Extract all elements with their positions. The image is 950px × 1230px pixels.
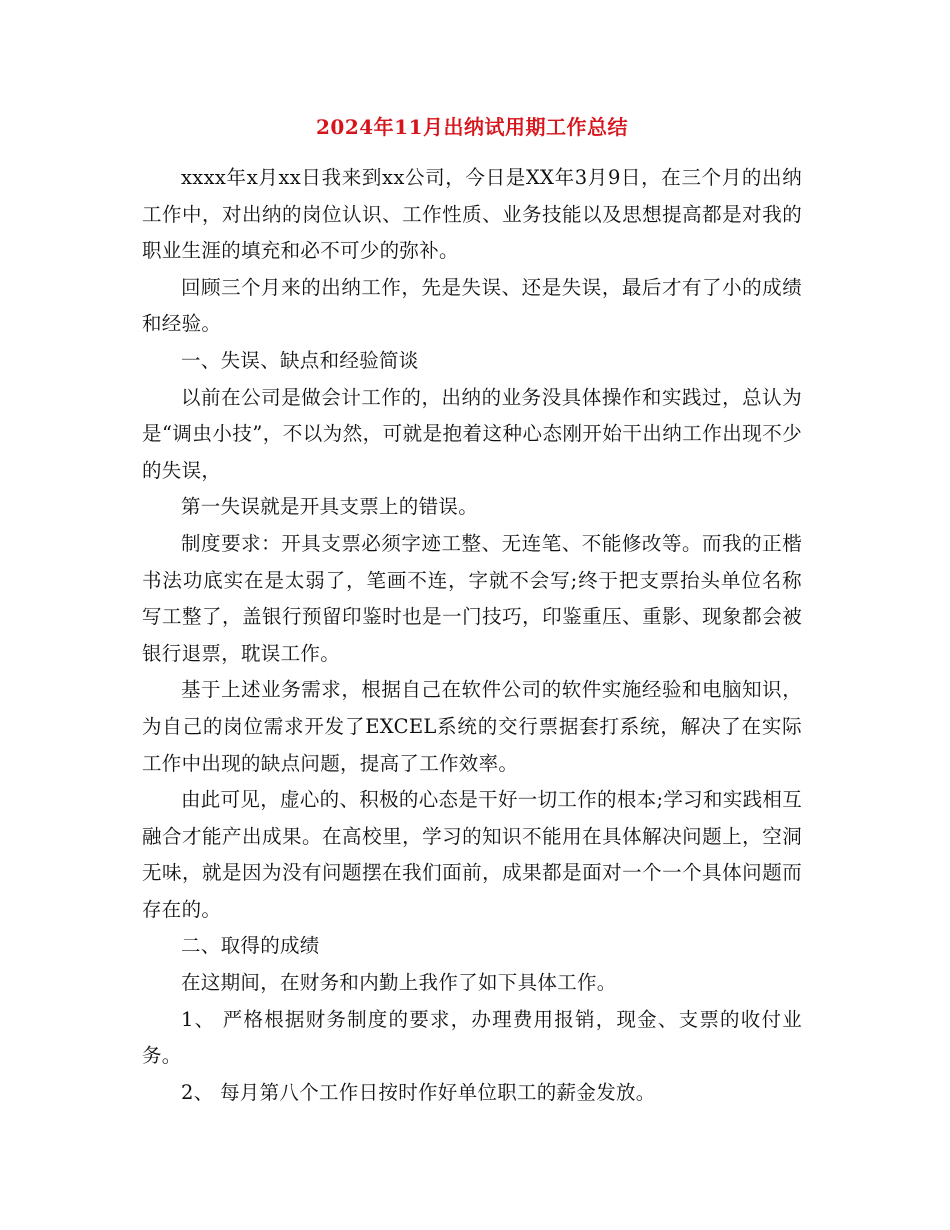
paragraph-background: 以前在公司是做会计工作的，出纳的业务没具体操作和实践过，总认为是“调虫小技”，不以为然，可就是抱着这种心态刚开始干出纳工作出现不少的失误，: [142, 385, 802, 482]
list-item-1: 1、 严格根据财务制度的要求，办理费用报销，现金、支票的收付业务。: [142, 1007, 802, 1068]
document-title: 2024年11月出纳试用期工作总结: [316, 115, 628, 139]
section-heading-mistakes: 一、失误、缺点和经验简谈: [181, 348, 419, 372]
paragraph-rules: 制度要求：开具支票必须字迹工整、无连笔、不能修改等。而我的正楷书法功底实在是太弱了，笔画不连，字就不会写;终于把支票抬头单位名称写工整了，盖银行预留印鉴时也是一门技巧，印鉴重压、重影、现象都会被银行退票，耽误工作。: [142, 531, 802, 665]
list-item-2: 2、 每月第八个工作日按时作好单位职工的薪金发放。: [181, 1080, 656, 1104]
paragraph-conclusion: 由此可见，虚心的、积极的心态是干好一切工作的根本;学习和实践相互融合才能产出成果。在高校里，学习的知识不能用在具体解决问题上，空洞无味，就是因为没有问题摆在我们面前，成果都是面对一个一个具体问题而存在的。: [142, 788, 802, 921]
section-heading-achievements: 二、取得的成绩: [181, 934, 320, 958]
paragraph-solution: 基于上述业务需求，根据自己在软件公司的软件实施经验和电脑知识，为自己的岗位需求开发了EXCEL系统的交行票据套打系统，解决了在实际工作中出现的缺点问题，提高了工作效率。: [142, 678, 802, 775]
paragraph-first-mistake: 第一失误就是开具支票上的错误。: [181, 495, 479, 519]
paragraph-intro: xxxx年x月xx日我来到xx公司，今日是XX年3月9日，在三个月的出纳工作中，对出纳的岗位认识、工作性质、业务技能以及思想提高都是对我的职业生涯的填充和必不可少的弥补。: [142, 166, 802, 263]
paragraph-work-intro: 在这期间，在财务和内勤上我作了如下具体工作。: [181, 971, 617, 995]
document-page: [142, 112, 802, 1111]
paragraph-review: 回顾三个月来的出纳工作，先是失误、还是失误，最后才有了小的成绩和经验。: [142, 275, 802, 336]
